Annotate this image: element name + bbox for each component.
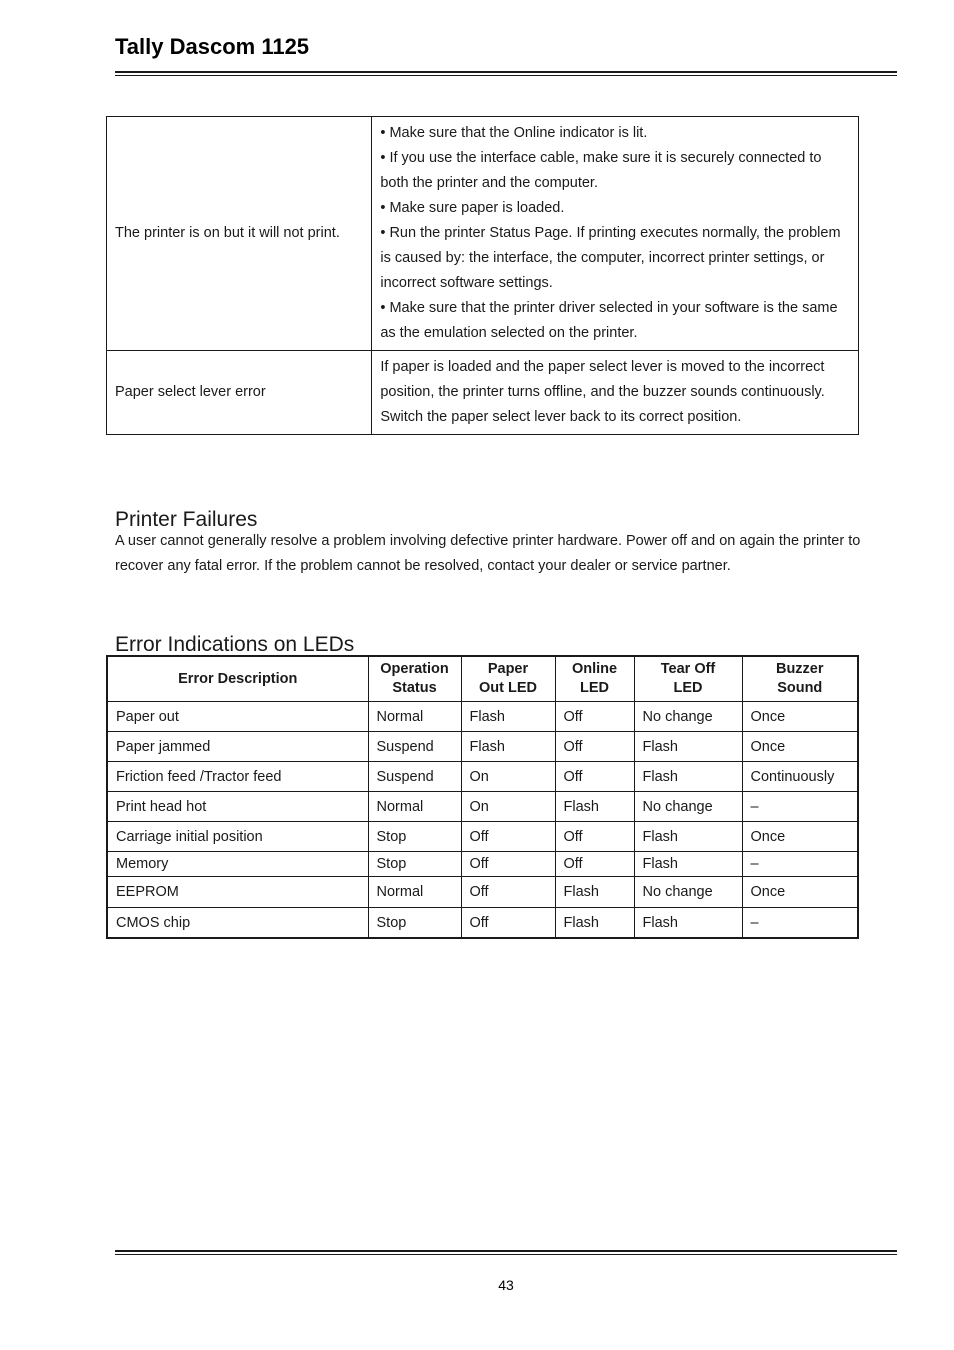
table-cell: – [742,852,858,877]
table-cell: No change [634,877,742,908]
solution-item: • Make sure that the printer driver selected in your software is the same as the emulation selected on the printer. [380,300,838,341]
table-cell: Off [461,852,555,877]
problem-cell: The printer is on but it will not print. [107,117,372,351]
solution-item: • Make sure paper is loaded. [380,200,565,216]
page-header-title: Tally Dascom 1125 [115,34,310,59]
printer-failures-paragraph: A user cannot generally resolve a problem involving defective printer hardware. Power off and on again the printer to recover any fatal error. If the problem cannot be resolved, contact your dealer or service partner. [115,533,861,574]
column-header: Tear Off LED [634,656,742,702]
table-row [107,792,858,822]
table-cell: – [742,908,858,939]
header-rule [115,71,897,73]
table-row [107,732,858,762]
table-cell: Continuously [742,762,858,792]
solution-item: • If you use the interface cable, make sure it is securely connected to both the printer and the computer. [380,150,822,191]
table-cell: Off [555,852,634,877]
table-cell: Stop [368,852,461,877]
troubleshooting-table [106,116,859,435]
table-cell: Paper jammed [107,732,368,762]
problem-cell: Paper select lever error [107,351,372,435]
table-row [107,852,858,877]
table-row [107,822,858,852]
table-row [107,877,858,908]
table-cell: Suspend [368,762,461,792]
led-error-table [106,655,859,939]
table-cell: Flash [461,702,555,732]
table-cell: Flash [555,792,634,822]
table-cell: Flash [634,762,742,792]
header-rule-thin [115,75,897,76]
table-cell: Flash [634,732,742,762]
table-cell: – [742,792,858,822]
table-cell: Carriage initial position [107,822,368,852]
column-header: Online LED [555,656,634,702]
table-cell: Paper out [107,702,368,732]
table-cell: Flash [555,908,634,939]
table-cell: Off [555,822,634,852]
table-row [107,908,858,939]
solution-cell: If paper is loaded and the paper select lever is moved to the incorrect position, the printer turns offline, and the buzzer sounds continuously. Switch the paper select lever back to its correct position. [372,351,859,435]
table-cell: Once [742,877,858,908]
table-row [107,351,859,435]
table-cell: Flash [634,822,742,852]
page-number: 43 [498,1277,514,1293]
column-header: Error Description [107,656,368,702]
solution-cell [372,117,859,351]
table-cell: Once [742,822,858,852]
table-cell: Suspend [368,732,461,762]
table-cell: Flash [461,732,555,762]
table-cell: Off [555,762,634,792]
table-cell: Off [555,732,634,762]
table-cell: Normal [368,877,461,908]
printer-failures-heading: Printer Failures [115,508,258,532]
table-cell: Off [461,822,555,852]
table-cell: Off [461,877,555,908]
table-cell: Flash [634,852,742,877]
table-cell: Normal [368,792,461,822]
table-cell: Once [742,732,858,762]
column-header: Operation Status [368,656,461,702]
column-header: Paper Out LED [461,656,555,702]
table-cell: Stop [368,908,461,939]
table-cell: On [461,762,555,792]
table-cell: Friction feed /Tractor feed [107,762,368,792]
table-cell: On [461,792,555,822]
table-cell: EEPROM [107,877,368,908]
table-row [107,702,858,732]
table-row [107,117,859,351]
table-cell: Flash [555,877,634,908]
table-cell: Off [555,702,634,732]
table-header-row [107,656,858,702]
table-cell: CMOS chip [107,908,368,939]
table-cell: No change [634,702,742,732]
solution-item: • Run the printer Status Page. If printing executes normally, the problem is caused by: the interface, the computer, incorrect printer settings, or incorrect software settings. [380,225,841,291]
table-row [107,762,858,792]
error-indications-heading: Error Indications on LEDs [115,633,355,657]
table-cell: Flash [634,908,742,939]
table-cell: No change [634,792,742,822]
table-cell: Memory [107,852,368,877]
table-cell: Once [742,702,858,732]
table-cell: Stop [368,822,461,852]
table-cell: Print head hot [107,792,368,822]
column-header: Buzzer Sound [742,656,858,702]
footer-rule-thin [115,1254,897,1255]
solution-item: • Make sure that the Online indicator is lit. [380,125,648,141]
table-cell: Normal [368,702,461,732]
footer-rule [115,1250,897,1252]
table-cell: Off [461,908,555,939]
